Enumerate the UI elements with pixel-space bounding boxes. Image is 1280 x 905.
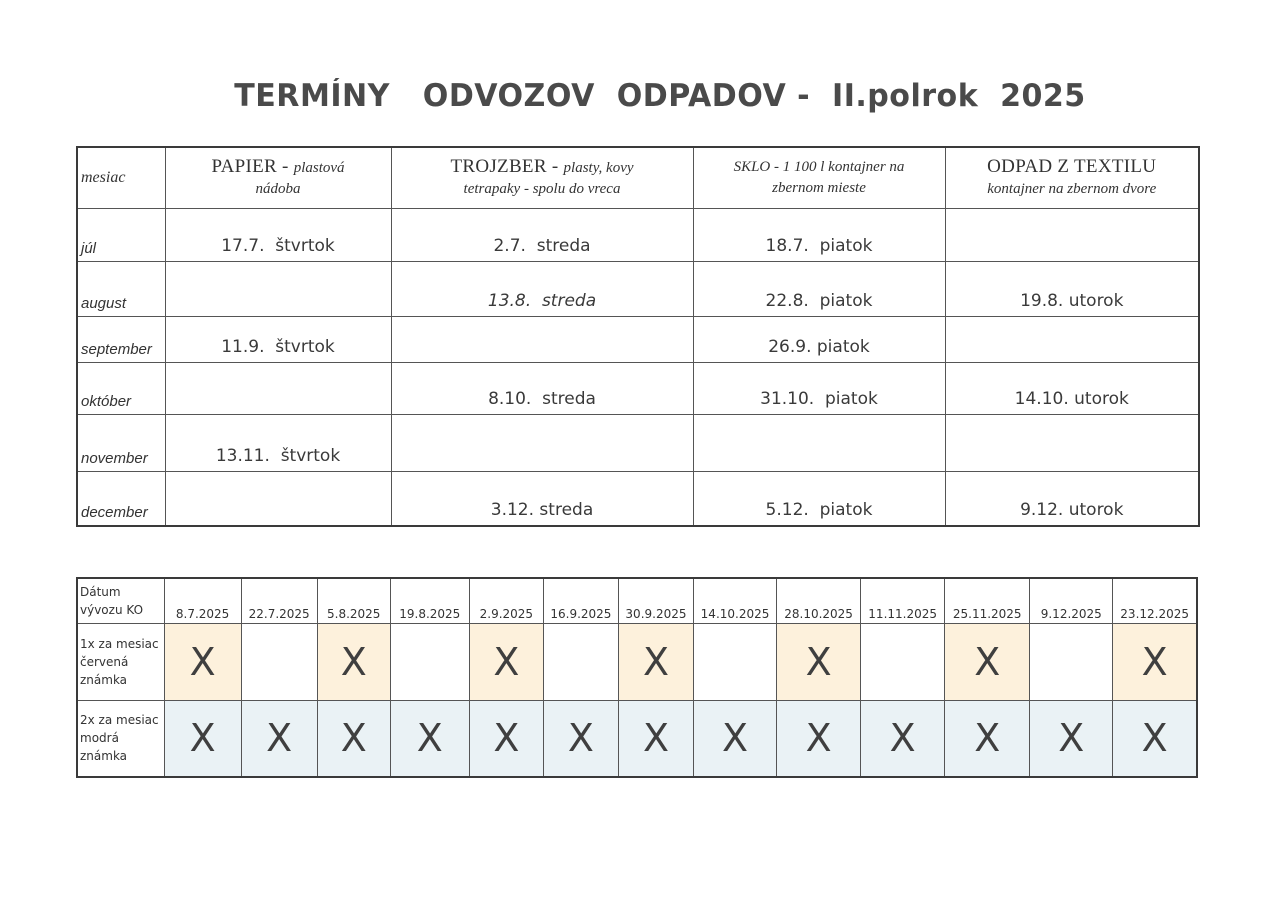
header-sklo: [693, 147, 945, 208]
table-row: [77, 208, 1199, 261]
papier-date: 11.9. štvrtok: [165, 316, 391, 362]
ko-monthly-mark: X: [317, 623, 390, 700]
ko-monthly-mark: X: [777, 623, 861, 700]
ko-monthly-mark: [543, 623, 618, 700]
ko-date-cell: 30.9.2025: [618, 578, 693, 623]
ko-biweekly-mark: X: [1030, 700, 1113, 777]
ko-biweekly-label-line1: 2x za mesiac: [80, 713, 159, 728]
ko-monthly-mark: X: [945, 623, 1030, 700]
ko-monthly-mark: X: [1113, 623, 1197, 700]
month-label: december: [77, 471, 165, 526]
ko-monthly-row: [77, 623, 1197, 700]
ko-date-cell: 23.12.2025: [1113, 578, 1197, 623]
header-trojzber: [391, 147, 693, 208]
header-textil-line2: kontajner na zbernom dvore: [987, 180, 1157, 197]
sklo-date: 26.9. piatok: [693, 316, 945, 362]
ko-biweekly-label: [77, 700, 164, 777]
textil-date: 19.8. utorok: [945, 261, 1199, 316]
trojzber-date: [391, 414, 693, 471]
waste-schedule-table: [76, 146, 1200, 527]
ko-date-row: [77, 578, 1197, 623]
ko-date-cell: 8.7.2025: [164, 578, 241, 623]
ko-biweekly-mark: X: [777, 700, 861, 777]
sklo-date: 18.7. piatok: [693, 208, 945, 261]
ko-biweekly-mark: X: [945, 700, 1030, 777]
ko-date-cell: 11.11.2025: [861, 578, 945, 623]
papier-date: [165, 362, 391, 414]
ko-biweekly-mark: X: [543, 700, 618, 777]
textil-date: [945, 316, 1199, 362]
ko-biweekly-mark: X: [618, 700, 693, 777]
ko-date-cell: 28.10.2025: [777, 578, 861, 623]
ko-biweekly-mark: X: [317, 700, 390, 777]
month-label: september: [77, 316, 165, 362]
ko-biweekly-mark: X: [164, 700, 241, 777]
ko-date-cell: 2.9.2025: [469, 578, 543, 623]
ko-monthly-label-line2: červená: [80, 654, 129, 669]
papier-date: 17.7. štvrtok: [165, 208, 391, 261]
header-trojzber-sub1: plasty, kovy: [563, 159, 634, 176]
textil-date: 14.10. utorok: [945, 362, 1199, 414]
sklo-date: 31.10. piatok: [693, 362, 945, 414]
header-textil: [945, 147, 1199, 208]
trojzber-date: 13.8. streda: [391, 261, 693, 316]
header-papier: [165, 147, 391, 208]
ko-biweekly-mark: X: [390, 700, 469, 777]
ko-monthly-mark: [390, 623, 469, 700]
ko-date-cell: 9.12.2025: [1030, 578, 1113, 623]
papier-date: [165, 261, 391, 316]
schedule-header-row: [77, 147, 1199, 208]
header-sklo-line2: zbernom mieste: [772, 179, 866, 196]
ko-monthly-label-line3: známka: [80, 672, 128, 687]
ko-monthly-label-line1: 1x za mesiac: [80, 636, 159, 651]
ko-date-cell: 5.8.2025: [317, 578, 390, 623]
sklo-date: [693, 414, 945, 471]
table-row: [77, 414, 1199, 471]
month-label: júl: [77, 208, 165, 261]
header-papier-sub2: nádoba: [255, 180, 301, 197]
trojzber-date: 8.10. streda: [391, 362, 693, 414]
trojzber-date: 3.12. streda: [391, 471, 693, 526]
ko-monthly-mark: [241, 623, 317, 700]
ko-biweekly-row: [77, 700, 1197, 777]
ko-biweekly-mark: X: [861, 700, 945, 777]
table-row: [77, 471, 1199, 526]
table-row: [77, 362, 1199, 414]
trojzber-date: [391, 316, 693, 362]
textil-date: [945, 208, 1199, 261]
ko-date-cell: 25.11.2025: [945, 578, 1030, 623]
ko-date-cell: 14.10.2025: [694, 578, 777, 623]
trojzber-date: 2.7. streda: [391, 208, 693, 261]
papier-date: [165, 471, 391, 526]
ko-monthly-mark: [861, 623, 945, 700]
textil-date: 9.12. utorok: [945, 471, 1199, 526]
ko-biweekly-mark: X: [469, 700, 543, 777]
ko-monthly-mark: X: [618, 623, 693, 700]
ko-biweekly-mark: X: [1113, 700, 1197, 777]
header-trojzber-title: TROJZBER -: [450, 155, 564, 177]
month-label: november: [77, 414, 165, 471]
ko-biweekly-mark: X: [694, 700, 777, 777]
month-label: október: [77, 362, 165, 414]
ko-date-label-line2: vývozu KO: [80, 602, 144, 617]
header-papier-sub1: plastová: [293, 159, 345, 176]
ko-biweekly-label-line3: známka: [80, 749, 128, 764]
table-row: [77, 261, 1199, 316]
sklo-date: 5.12. piatok: [693, 471, 945, 526]
ko-date-cell: 19.8.2025: [390, 578, 469, 623]
table-row: [77, 316, 1199, 362]
textil-date: [945, 414, 1199, 471]
header-mesiac: mesiac: [77, 147, 165, 208]
ko-monthly-mark: [1030, 623, 1113, 700]
header-trojzber-sub2: tetrapaky - spolu do vreca: [463, 180, 621, 197]
ko-collection-table: [76, 577, 1198, 778]
papier-date: 13.11. štvrtok: [165, 414, 391, 471]
ko-monthly-label: [77, 623, 164, 700]
ko-date-cell: 22.7.2025: [241, 578, 317, 623]
ko-biweekly-label-line2: modrá: [80, 731, 119, 746]
ko-date-cell: 16.9.2025: [543, 578, 618, 623]
header-papier-title: PAPIER -: [211, 155, 294, 177]
ko-date-label-line1: Dátum: [80, 584, 121, 599]
header-sklo-line1: SKLO - 1 100 l kontajner na: [733, 158, 905, 175]
page-title: TERMÍNY ODVOZOV ODPADOV - II.polrok 2025: [234, 78, 1086, 114]
ko-monthly-mark: X: [469, 623, 543, 700]
ko-monthly-mark: [694, 623, 777, 700]
sklo-date: 22.8. piatok: [693, 261, 945, 316]
header-textil-title: ODPAD Z TEXTILU: [987, 155, 1157, 177]
ko-monthly-mark: X: [164, 623, 241, 700]
month-label: august: [77, 261, 165, 316]
ko-biweekly-mark: X: [241, 700, 317, 777]
ko-date-label: [77, 578, 164, 623]
